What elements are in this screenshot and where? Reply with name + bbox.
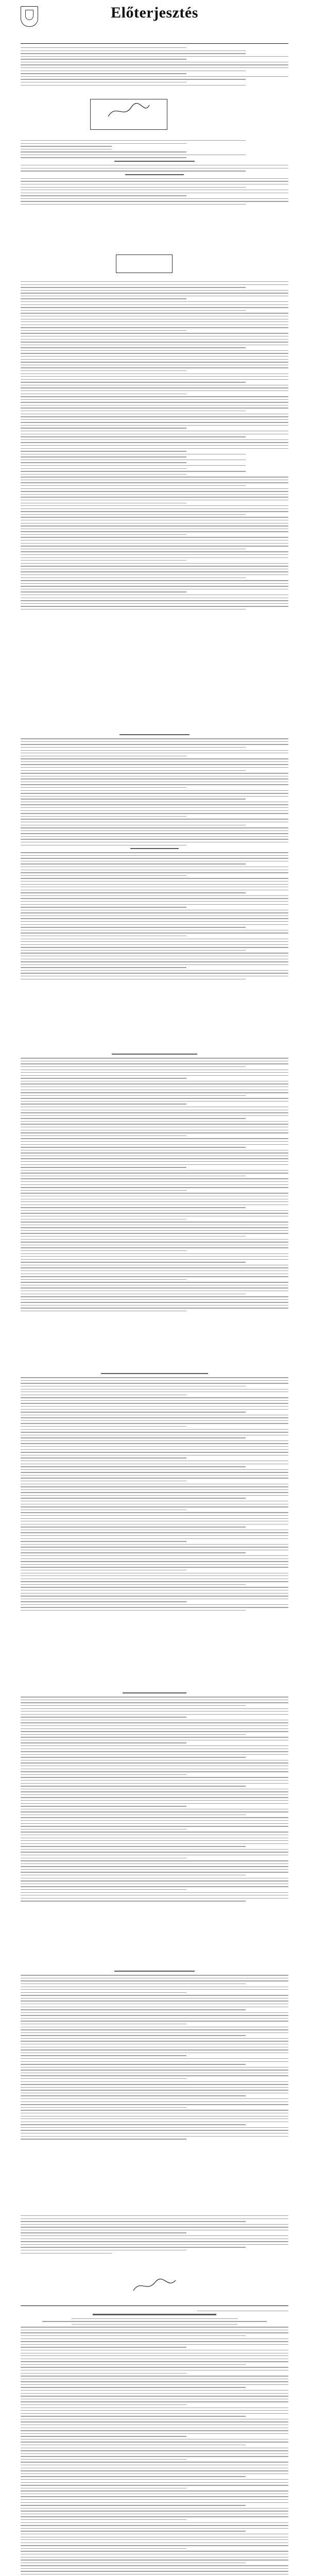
annex-section	[21, 2311, 288, 2576]
meta-block	[21, 47, 288, 88]
body-section-5	[21, 1690, 288, 1904]
signature-scribble-middle	[131, 2277, 178, 2295]
header-divider	[21, 43, 288, 44]
body-section-6	[21, 1968, 288, 2142]
document-header	[21, 4, 288, 40]
body-section-4	[21, 1370, 288, 1613]
addressee-block	[21, 140, 288, 207]
body-section-3	[21, 1051, 288, 1314]
body-section-2	[21, 732, 288, 981]
signature-scribble-top	[106, 101, 152, 122]
body-section-1	[21, 281, 288, 612]
body-section-7	[21, 2215, 288, 2256]
registration-stamp	[116, 255, 173, 273]
document-title: Előterjesztés	[111, 4, 198, 21]
